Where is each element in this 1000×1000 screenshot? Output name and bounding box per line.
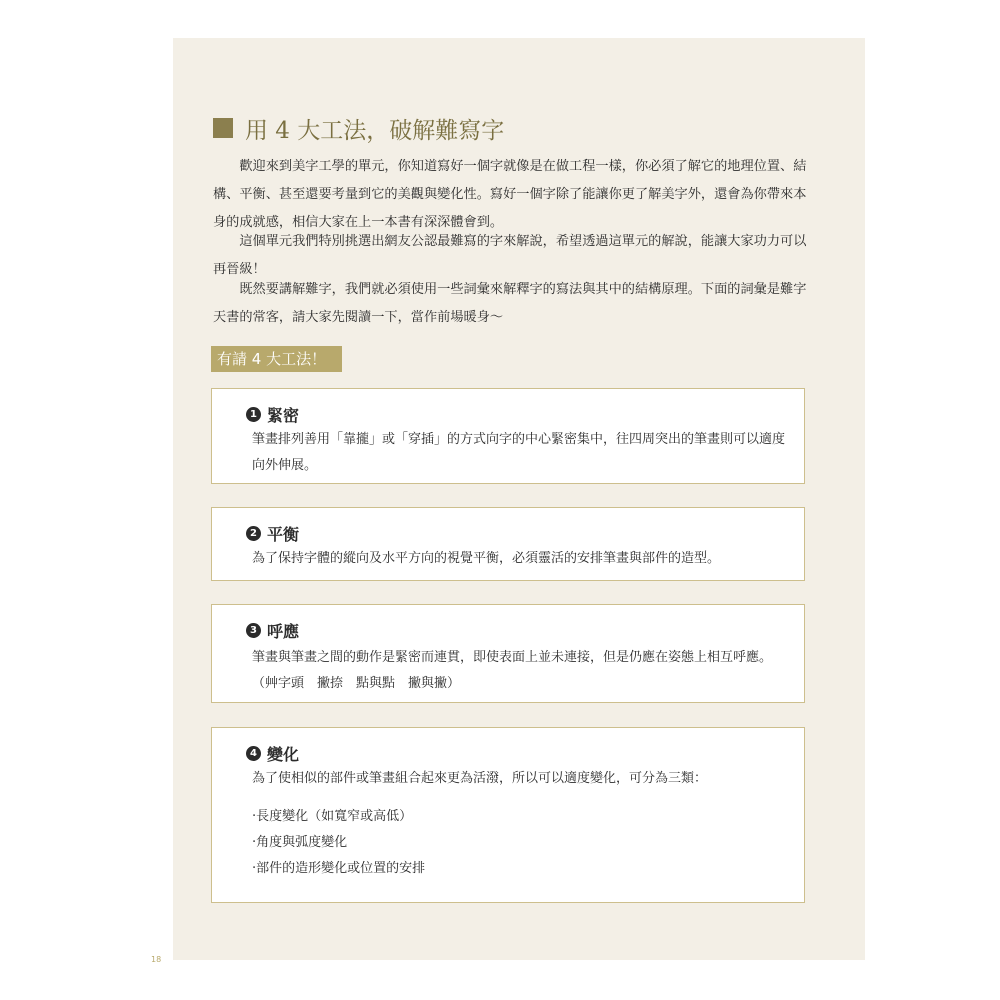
method-title-row <box>246 522 299 545</box>
page-number: 18 <box>151 955 162 964</box>
heading-title: 用 4 大工法，破解難寫字 <box>245 117 505 144</box>
list-item: ‧角度與弧度變化 <box>252 835 348 850</box>
method-box-echo <box>211 604 805 703</box>
number-1-icon: 1 <box>246 407 261 422</box>
method-box-balance <box>211 507 805 581</box>
method-title: 緊密 <box>267 406 300 425</box>
number-3-icon: 3 <box>246 623 261 638</box>
methods-subtitle: 有請 4 大工法！ <box>211 346 342 372</box>
section-heading <box>213 113 504 143</box>
intro-paragraph-3: 既然要講解難字，我們就必須使用一些詞彙來解釋字的寫法與其中的結構原理。下面的詞彙是難字天書的常客，請大家先閱讀一下，當作前場暖身～ <box>213 282 807 325</box>
intro-paragraph-1: 歡迎來到美字工學的單元，你知道寫好一個字就像是在做工程一樣，你必須了解它的地理位置、結構、平衡、甚至還要考量到它的美觀與變化性。寫好一個字除了能讓你更了解美字外，還會為你帶來本身的成就感，相信大家在上一本書有深深體會到。 <box>213 159 807 230</box>
method-box-variation <box>211 727 805 903</box>
list-item: ‧部件的造形變化或位置的安排 <box>252 861 426 876</box>
method-title: 變化 <box>267 745 300 764</box>
heading-square-icon <box>213 118 233 138</box>
method-title-row <box>246 403 299 426</box>
method-title-row <box>246 742 299 765</box>
variation-list <box>252 804 425 882</box>
method-description: 筆畫與筆畫之間的動作是緊密而連貫，即使表面上並未連接，但是仍應在姿態上相互呼應。 （艸字頭 撇捺 點與點 撇與撇） <box>252 650 773 691</box>
method-description: 為了保持字體的縱向及水平方向的視覺平衡，必須靈活的安排筆畫與部件的造型。 <box>252 551 721 566</box>
method-description: 為了使相似的部件或筆畫組合起來更為活潑，所以可以適度變化，可分為三類： <box>252 771 708 786</box>
number-4-icon: 4 <box>246 746 261 761</box>
intro-paragraph-2: 這個單元我們特別挑選出網友公認最難寫的字來解說，希望透過這單元的解說，能讓大家功力可以再晉級！ <box>213 234 807 277</box>
method-title: 平衡 <box>267 525 300 544</box>
method-title-row <box>246 619 299 642</box>
method-box-tight <box>211 388 805 484</box>
method-description: 筆畫排列善用「靠攏」或「穿插」的方式向字的中心緊密集中，往四周突出的筆畫則可以適度向外伸展。 <box>252 432 786 473</box>
number-2-icon: 2 <box>246 526 261 541</box>
list-item: ‧長度變化（如寬窄或高低） <box>252 809 413 824</box>
method-title: 呼應 <box>267 622 300 641</box>
